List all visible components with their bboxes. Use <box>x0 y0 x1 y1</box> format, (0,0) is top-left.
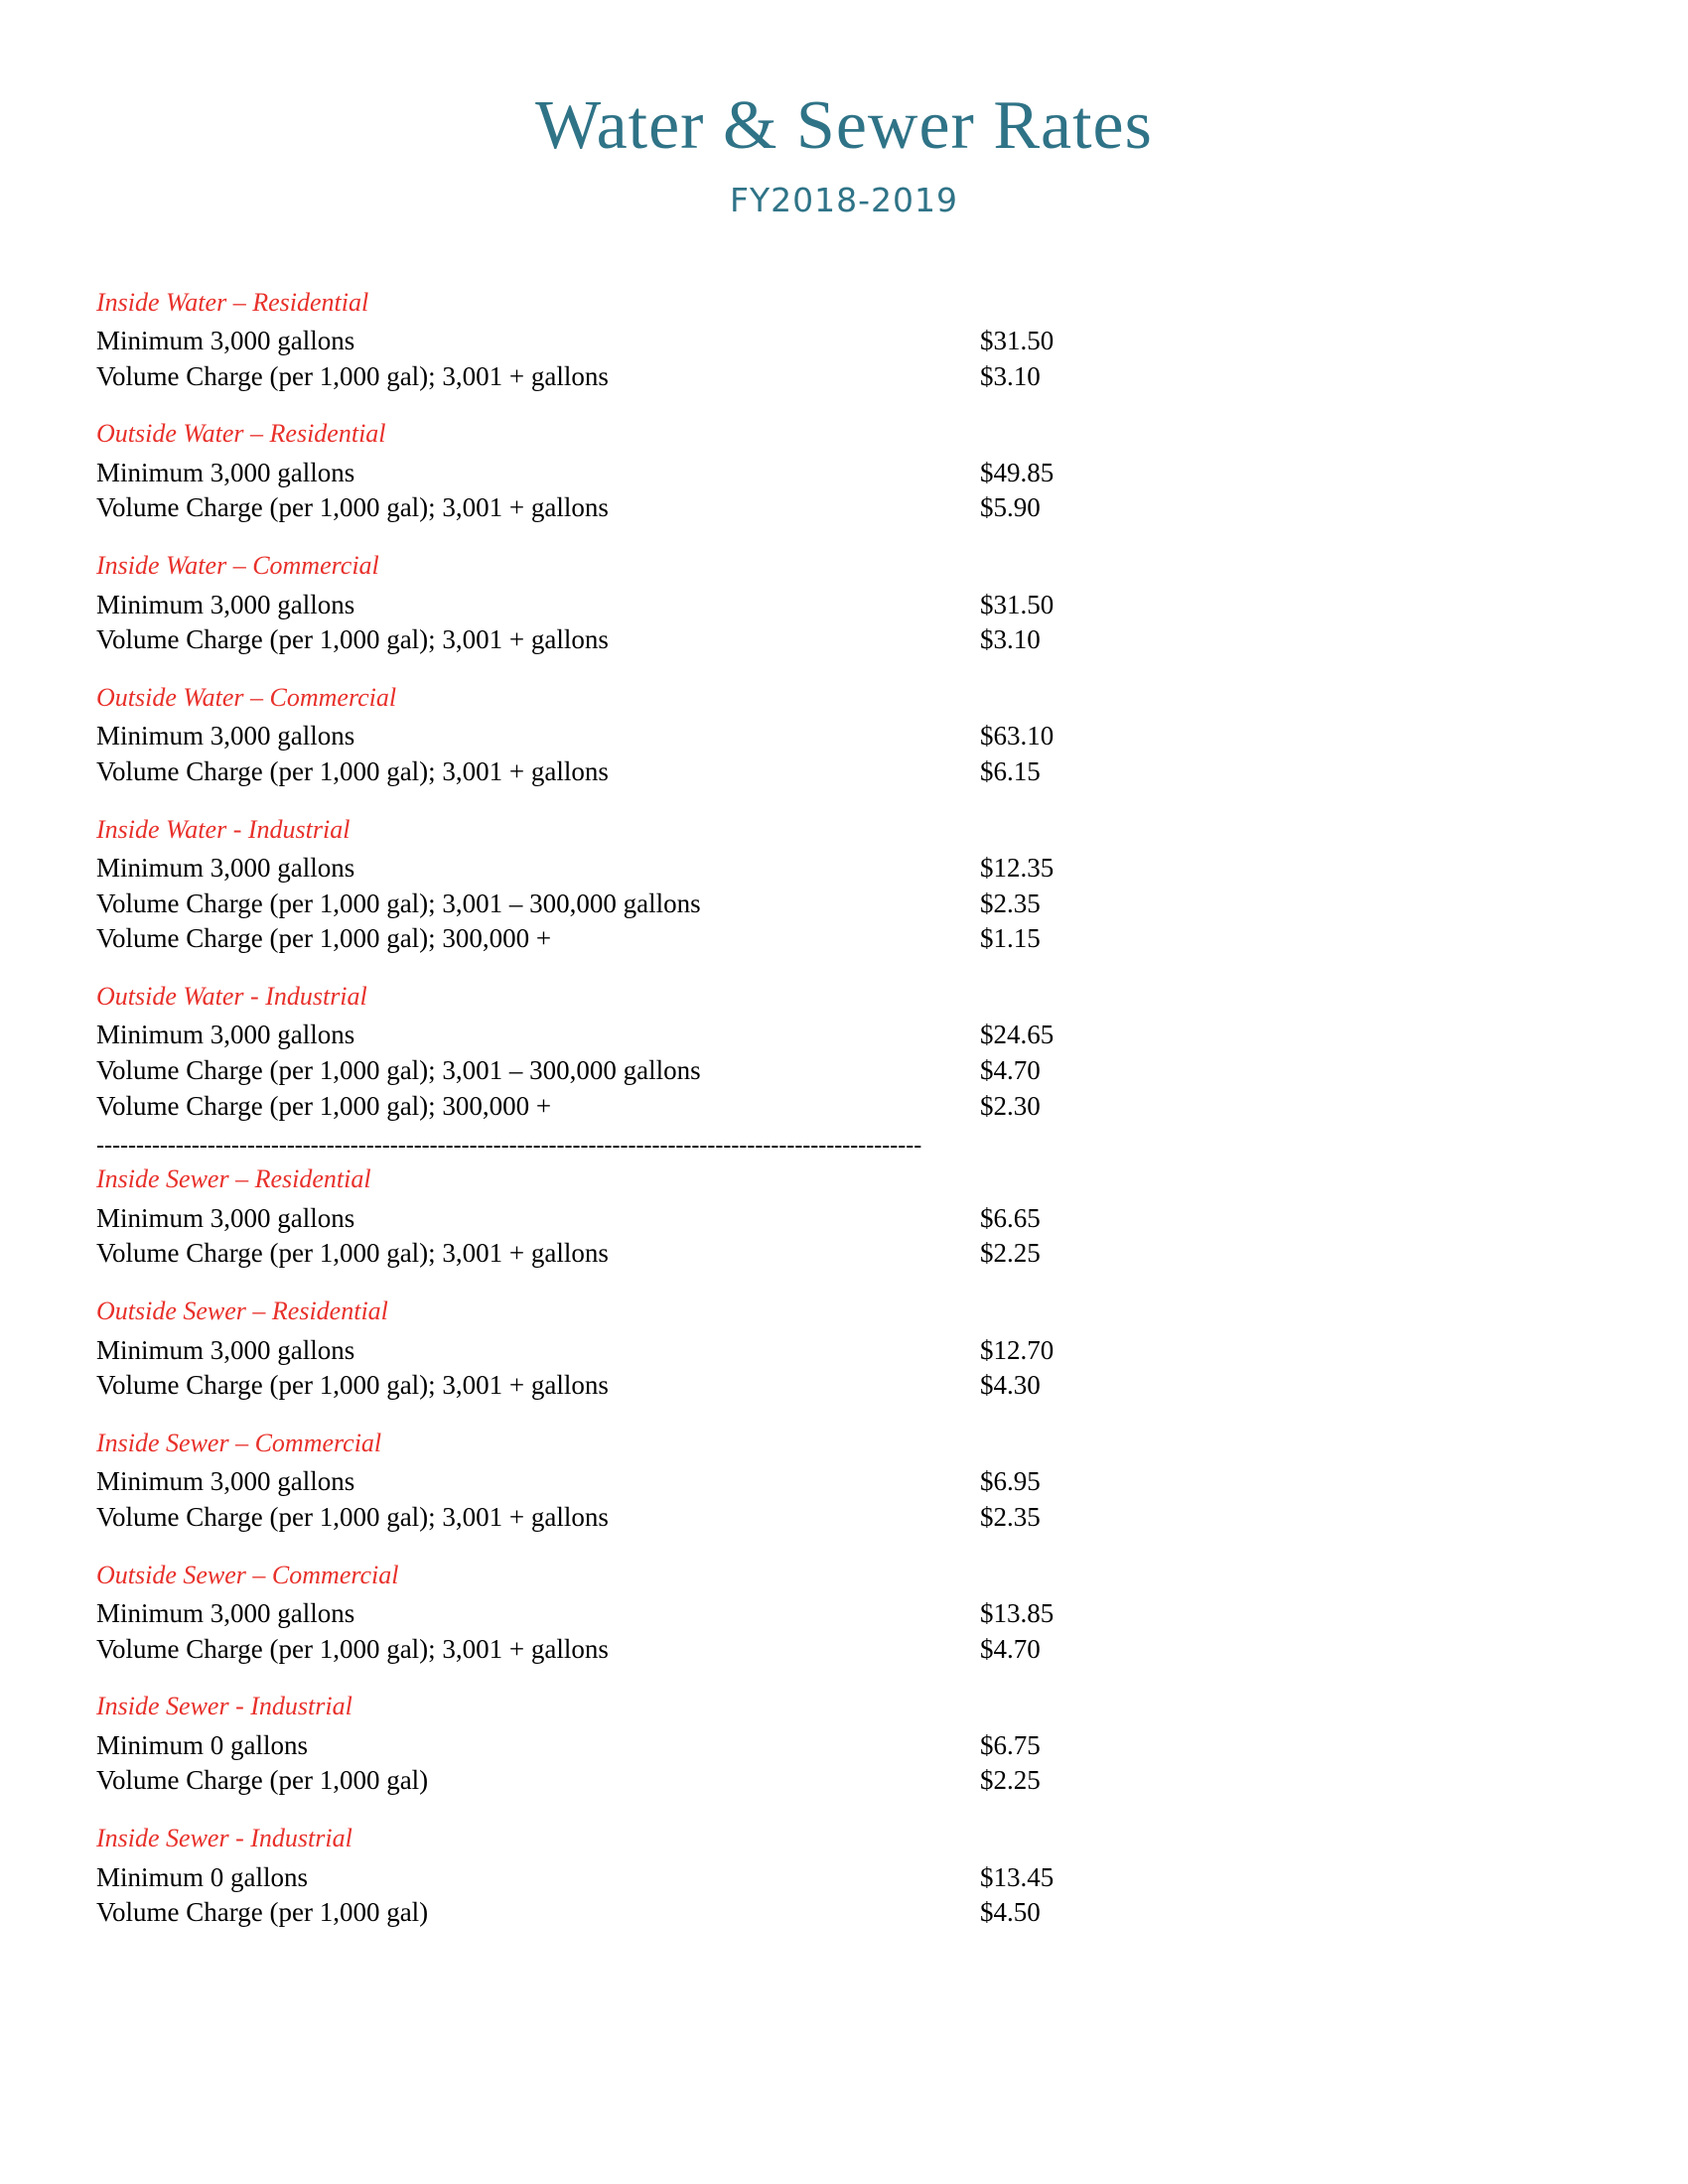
rate-label: Minimum 3,000 gallons <box>96 1466 355 1497</box>
section-heading: Outside Sewer – Commercial <box>96 1560 399 1589</box>
rate-row <box>96 1018 1599 1053</box>
rate-section <box>96 418 1599 526</box>
rate-label: Minimum 3,000 gallons <box>96 1202 355 1233</box>
rate-section <box>96 287 1599 395</box>
section-heading: Inside Water - Industrial <box>96 814 351 844</box>
rate-value: $49.85 <box>980 457 1055 487</box>
rate-row <box>96 1201 1599 1237</box>
rate-row <box>96 1333 1599 1369</box>
rate-row <box>96 1368 1599 1404</box>
rate-row <box>96 719 1599 754</box>
rate-label: Volume Charge (per 1,000 gal); 3,001 – 300,000 gallons <box>96 887 701 918</box>
rates-content <box>0 287 1688 1931</box>
rate-value: $6.75 <box>980 1729 1041 1760</box>
rate-label: Volume Charge (per 1,000 gal); 300,000 + <box>96 1090 552 1121</box>
rate-label: Volume Charge (per 1,000 gal) <box>96 1897 429 1928</box>
rate-label: Minimum 3,000 gallons <box>96 1020 355 1050</box>
rate-value: $31.50 <box>980 589 1055 619</box>
section-heading: Inside Sewer – Commercial <box>96 1428 382 1457</box>
rate-section <box>96 1691 1599 1799</box>
section-heading: Inside Sewer – Residential <box>96 1164 371 1194</box>
rate-row <box>96 887 1599 922</box>
rate-value: $5.90 <box>980 492 1041 523</box>
rate-section <box>96 981 1599 1124</box>
rate-row <box>96 1053 1599 1089</box>
section-heading: Outside Water – Residential <box>96 419 386 449</box>
rate-label: Volume Charge (per 1,000 gal); 3,001 + gallons <box>96 360 609 391</box>
rate-row <box>96 490 1599 526</box>
rate-value: $4.70 <box>980 1055 1041 1085</box>
rate-row <box>96 1632 1599 1668</box>
rate-section <box>96 1296 1599 1404</box>
rate-section <box>96 814 1599 957</box>
section-divider: -------------------------------------------------------------------------------------------------------- <box>96 1134 922 1157</box>
rate-label: Volume Charge (per 1,000 gal); 3,001 + gallons <box>96 492 609 523</box>
rate-row <box>96 1236 1599 1272</box>
rate-label: Minimum 3,000 gallons <box>96 1598 355 1628</box>
rate-label: Volume Charge (per 1,000 gal); 3,001 + gallons <box>96 1633 609 1664</box>
rate-section <box>96 1823 1599 1931</box>
rate-value: $6.15 <box>980 755 1041 786</box>
rate-section <box>96 550 1599 658</box>
rate-row <box>96 1895 1599 1931</box>
rate-row <box>96 1763 1599 1799</box>
rate-label: Minimum 3,000 gallons <box>96 326 355 355</box>
rate-value: $2.25 <box>980 1765 1041 1796</box>
rate-label: Minimum 3,000 gallons <box>96 721 355 751</box>
rate-value: $63.10 <box>980 721 1055 751</box>
rate-label: Minimum 3,000 gallons <box>96 1334 355 1365</box>
rate-label: Volume Charge (per 1,000 gal); 3,001 + gallons <box>96 1501 609 1532</box>
section-heading: Outside Water – Commercial <box>96 682 397 712</box>
rate-label: Volume Charge (per 1,000 gal); 300,000 + <box>96 923 552 954</box>
rate-value: $2.25 <box>980 1238 1041 1269</box>
rate-section <box>96 1163 1599 1272</box>
rate-label: Volume Charge (per 1,000 gal); 3,001 + gallons <box>96 1370 609 1401</box>
rate-value: $31.50 <box>980 326 1055 355</box>
rate-label: Minimum 3,000 gallons <box>96 853 355 883</box>
rate-value: $12.70 <box>980 1334 1055 1365</box>
rate-label: Volume Charge (per 1,000 gal) <box>96 1765 429 1796</box>
rate-row <box>96 1500 1599 1536</box>
rate-label: Minimum 3,000 gallons <box>96 589 355 619</box>
rate-label: Volume Charge (per 1,000 gal); 3,001 – 300,000 gallons <box>96 1055 701 1085</box>
rate-label: Minimum 0 gallons <box>96 1861 309 1892</box>
rate-row <box>96 324 1599 359</box>
rate-row <box>96 1089 1599 1125</box>
rate-value: $4.50 <box>980 1897 1041 1928</box>
rate-value: $2.30 <box>980 1090 1041 1121</box>
rate-label: Minimum 0 gallons <box>96 1729 309 1760</box>
rate-value: $13.85 <box>980 1598 1055 1628</box>
rate-label: Volume Charge (per 1,000 gal); 3,001 + gallons <box>96 1238 609 1269</box>
rate-value: $6.65 <box>980 1202 1041 1233</box>
rate-row <box>96 1596 1599 1632</box>
rate-row <box>96 921 1599 957</box>
rate-value: $2.35 <box>980 887 1041 918</box>
section-heading: Outside Water - Industrial <box>96 981 367 1011</box>
rate-label: Minimum 3,000 gallons <box>96 457 355 487</box>
rate-value: $4.30 <box>980 1370 1041 1401</box>
section-heading: Inside Water – Residential <box>96 287 369 317</box>
rate-section <box>96 682 1599 790</box>
rate-value: $3.10 <box>980 624 1041 655</box>
rate-value: $2.35 <box>980 1501 1041 1532</box>
rate-row <box>96 1464 1599 1500</box>
rate-value: $3.10 <box>980 360 1041 391</box>
section-heading: Inside Water – Commercial <box>96 551 379 580</box>
section-heading: Outside Sewer – Residential <box>96 1297 388 1325</box>
rate-section <box>96 1428 1599 1536</box>
rate-value: $13.45 <box>980 1861 1055 1892</box>
section-heading: Inside Sewer - Industrial <box>96 1692 352 1721</box>
rate-section <box>96 1560 1599 1668</box>
rate-value: $1.15 <box>980 923 1041 954</box>
rate-label: Volume Charge (per 1,000 gal); 3,001 + gallons <box>96 755 609 786</box>
rate-row <box>96 588 1599 623</box>
rate-row <box>96 359 1599 395</box>
page-title: Water & Sewer Rates <box>535 87 1153 164</box>
page-subtitle: FY2018-2019 <box>729 180 958 219</box>
section-heading: Inside Sewer - Industrial <box>96 1824 352 1852</box>
rate-row <box>96 456 1599 491</box>
rate-row <box>96 622 1599 658</box>
rate-value: $6.95 <box>980 1466 1041 1497</box>
rate-row <box>96 1860 1599 1896</box>
rate-value: $24.65 <box>980 1020 1055 1050</box>
rate-row <box>96 1728 1599 1764</box>
rate-value: $12.35 <box>980 853 1055 883</box>
rate-label: Volume Charge (per 1,000 gal); 3,001 + gallons <box>96 624 609 655</box>
rate-row <box>96 754 1599 790</box>
rate-value: $4.70 <box>980 1633 1041 1664</box>
rate-row <box>96 851 1599 887</box>
